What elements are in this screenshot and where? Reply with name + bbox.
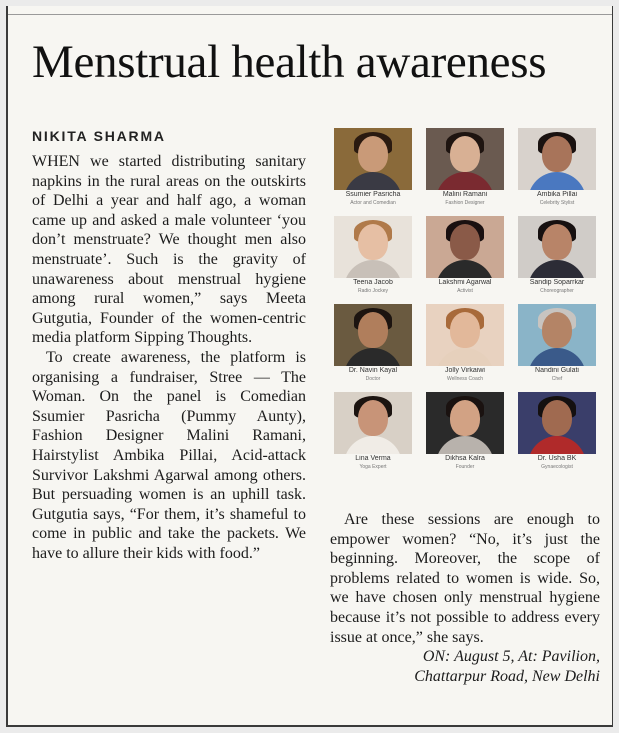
panelist-role: Activist bbox=[457, 288, 473, 294]
panelist-name: Teena Jacob bbox=[353, 279, 393, 286]
panelist-role: Fashion Designer bbox=[445, 200, 485, 206]
panelist-role: Doctor bbox=[365, 376, 381, 382]
panelist-card bbox=[514, 302, 600, 388]
panelist-role: Wellness Coach bbox=[446, 376, 484, 382]
panelist-photo bbox=[518, 216, 596, 278]
panelist-role: Celebrity Stylist bbox=[539, 200, 575, 206]
panelist-name: Lina Verma bbox=[355, 455, 391, 462]
body-paragraph: To create awareness, the platform is organising a fundraiser, Stree — The Woman. On the panel is Comedian Ssumier Pasricha (Pummy Aunty), Fashion Designer Malini Ramani, Hairstylist Ambika Pillai, Acid-attack Survivor Lakshmi Agarwal among others. But persuading women is an uphill task. Gutgutia says, “For them, it’s shameful to come in public and take the packets. We have to allure their kids with food.” bbox=[32, 348, 306, 562]
panelist-role: Choreographer bbox=[540, 288, 574, 294]
panelist-photo bbox=[518, 304, 596, 366]
panelist-role: Radio Jockey bbox=[357, 288, 388, 294]
panelist-name: Jolly Virkaiwi bbox=[445, 367, 485, 374]
event-details-line-2: Chattarpur Road, New Delhi bbox=[414, 667, 600, 685]
panelist-card bbox=[422, 126, 508, 212]
panelist-name: Ssumier Pasricha bbox=[345, 191, 401, 198]
body-paragraph: WHEN we started distributing sanitary napkins in the rural areas on the outskirts of Delhi a year and half ago, a woman came up and asked a male volunteer ‘you don’t menstruate? We thought men also menstruate’. Such is the gravity of unawareness about menstrual hygiene among rural women,” says Meeta Gutgutia, Founder of the women-centric media platform Sipping Thoughts. bbox=[32, 153, 306, 347]
panelist-card bbox=[514, 390, 600, 476]
panelist-card bbox=[422, 214, 508, 300]
byline: NIKITA SHARMA bbox=[32, 128, 166, 144]
panelist-role: Gynaecologist bbox=[541, 464, 573, 470]
news-clipping bbox=[6, 6, 613, 727]
panelist-card bbox=[330, 214, 416, 300]
panelist-role: Yoga Expert bbox=[359, 464, 387, 470]
panelist-card bbox=[514, 214, 600, 300]
panelist-card bbox=[514, 126, 600, 212]
panelist-photo bbox=[426, 392, 504, 454]
panelist-name: Dr. Navin Kayal bbox=[348, 367, 398, 374]
body-column-left bbox=[32, 152, 306, 563]
panelist-name: Ambika Pillai bbox=[536, 191, 578, 198]
panelist-role: Actor and Comedian bbox=[350, 200, 396, 206]
panelist-card bbox=[330, 390, 416, 476]
panelist-role: Founder bbox=[455, 464, 475, 470]
panelist-photo bbox=[518, 392, 596, 454]
panelist-photo bbox=[426, 216, 504, 278]
panelist-photo bbox=[334, 392, 412, 454]
panelist-photo bbox=[518, 128, 596, 190]
panelist-name: Sandip Soparrkar bbox=[529, 279, 585, 286]
panelist-photo bbox=[334, 128, 412, 190]
panelist-name: Lakshmi Agarwal bbox=[438, 279, 492, 286]
panelist-photo bbox=[426, 128, 504, 190]
body-column-right bbox=[330, 510, 600, 686]
headline: Menstrual health awareness bbox=[32, 36, 547, 88]
panelist-photo bbox=[334, 304, 412, 366]
panelist-photo bbox=[426, 304, 504, 366]
panelist-card bbox=[422, 390, 508, 476]
panelist-role: Chef bbox=[551, 376, 563, 382]
panelist-name: Malini Ramani bbox=[442, 191, 488, 198]
top-rule bbox=[8, 14, 612, 15]
panelist-photo bbox=[334, 216, 412, 278]
panelist-card bbox=[330, 302, 416, 388]
panelist-name: Dikhsa Kalra bbox=[445, 455, 485, 462]
panelist-card bbox=[330, 126, 416, 212]
panelist-name: Dr. Usha BK bbox=[537, 455, 577, 462]
event-details-line-1: ON: August 5, At: Pavilion, bbox=[422, 648, 600, 666]
body-paragraph: Are these sessions are enough to empower women? “No, it’s just the beginning. Moreover, the scope of problems related to women is wide. So, we have chosen only menstrual hygiene because it’s not possible to address every issue at once,” she says. bbox=[330, 511, 600, 646]
panelist-name: Nandini Gulati bbox=[535, 367, 579, 374]
panel-photo-grid bbox=[330, 126, 600, 478]
panelist-card bbox=[422, 302, 508, 388]
